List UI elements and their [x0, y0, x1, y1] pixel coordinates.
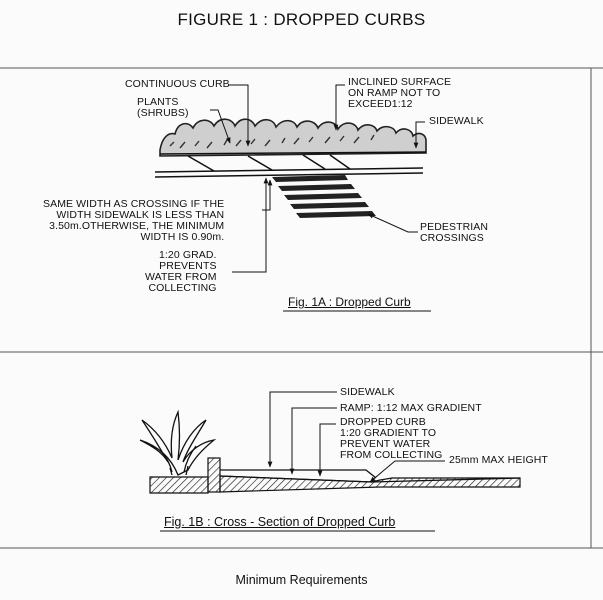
pedestrian-crossing-stripes	[272, 175, 376, 218]
footer-text: Minimum Requirements	[235, 573, 368, 587]
shrub-hedge	[160, 119, 426, 156]
label-inclined-surface: INCLINED SURFACE ON RAMP NOT TO EXCEED1:12	[348, 76, 452, 110]
label-continuous-curb: CONTINUOUS CURB	[125, 78, 230, 90]
label-same-width: SAME WIDTH AS CROSSING IF THE WIDTH SIDEWALK IS LESS THAN 3.50m.OTHERWISE, THE MINIMUM WIDTH IS 0.90m.	[43, 198, 225, 243]
caption-fig-1a: Fig. 1A : Dropped Curb	[288, 295, 411, 309]
label-sidewalk-1a: SIDEWALK	[429, 115, 484, 127]
label-ramp: RAMP: 1:12 MAX GRADIENT	[340, 402, 482, 414]
label-plants: PLANTS (SHRUBS)	[137, 96, 189, 119]
label-grad: 1:20 GRAD. PREVENTS WATER FROM COLLECTING	[145, 249, 217, 294]
figure-title: FIGURE 1 : DROPPED CURBS	[177, 10, 426, 29]
shrub-section	[140, 412, 214, 475]
caption-fig-1b: Fig. 1B : Cross - Section of Dropped Curb	[164, 515, 396, 529]
label-pedestrian-crossings: PEDESTRIAN CROSSINGS	[420, 221, 489, 244]
label-max-height: 25mm MAX HEIGHT	[449, 454, 548, 466]
label-dropped-curb: DROPPED CURB 1:20 GRADIENT TO PREVENT WATER FROM COLLECTING	[340, 416, 443, 461]
label-sidewalk-1b: SIDEWALK	[340, 386, 395, 398]
